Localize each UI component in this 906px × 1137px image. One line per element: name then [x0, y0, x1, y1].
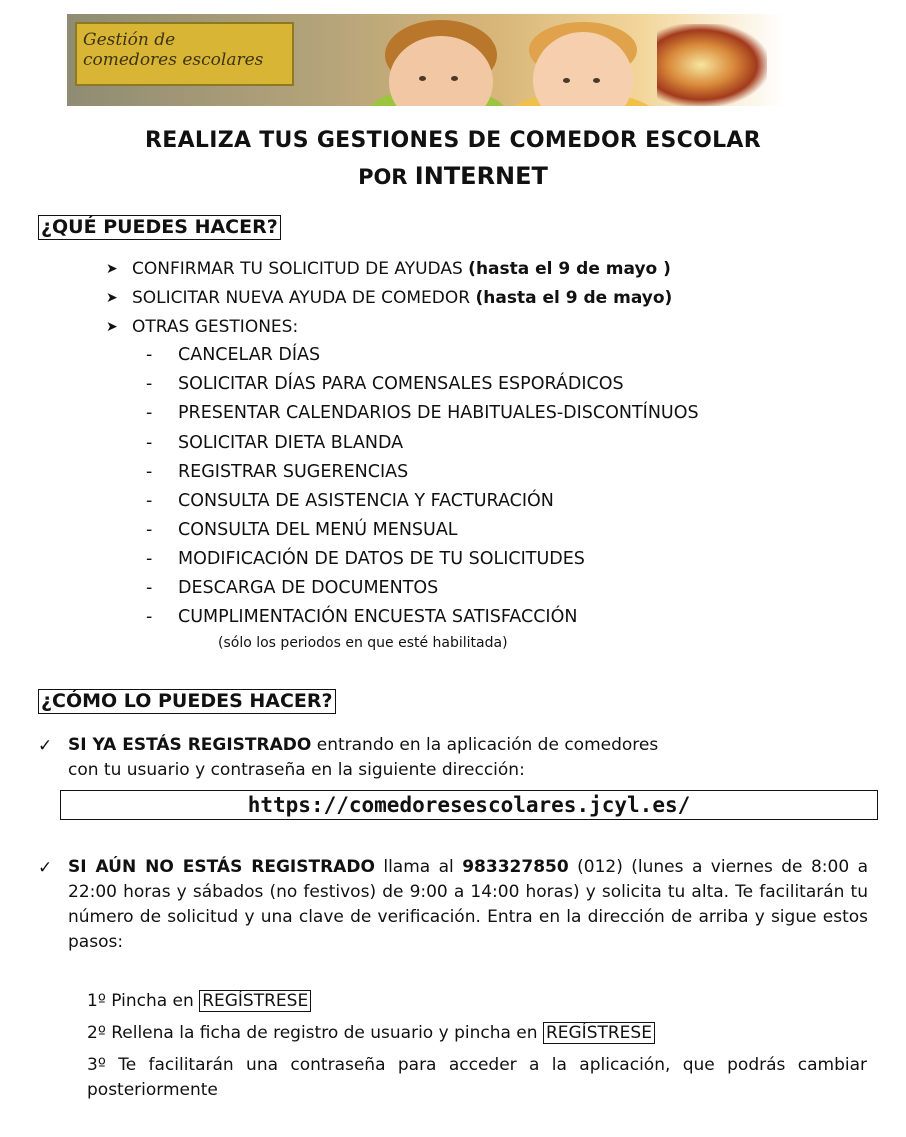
check-icon: ✓ — [38, 858, 53, 878]
section-title-what: ¿QUÉ PUEDES HACER? — [38, 215, 281, 240]
registered-paragraph: SI YA ESTÁS REGISTRADO entrando en la aplicación de comedores con tu usuario y contraseña en la siguiente dirección: — [68, 735, 659, 780]
sub-list-item: - DESCARGA DE DOCUMENTOS — [146, 578, 439, 598]
list-item — [106, 258, 671, 280]
headline-prefix: POR — [358, 165, 408, 189]
page-headline: REALIZA TUS GESTIONES DE COMEDOR ESCOLAR — [145, 128, 761, 153]
food-illustration — [657, 24, 767, 106]
list-item-deadline: (hasta el 9 de mayo) — [475, 288, 673, 308]
sub-list-item: - SOLICITAR DIETA BLANDA — [146, 433, 404, 453]
header-banner — [67, 14, 783, 106]
sub-list-item: - CUMPLIMENTACIÓN ENCUESTA SATISFACCIÓN — [146, 607, 578, 627]
sub-list-item: - CANCELAR DÍAS — [146, 345, 321, 365]
sub-list-item: - CONSULTA DEL MENÚ MENSUAL — [146, 520, 458, 540]
list-item — [106, 316, 299, 338]
arrow-bullet-icon: ➤ — [106, 261, 118, 277]
sub-list-item: - REGISTRAR SUGERENCIAS — [146, 462, 409, 482]
register-button[interactable]: REGÍSTRESE — [543, 1022, 655, 1044]
arrow-bullet-icon: ➤ — [106, 290, 118, 306]
sub-list-item-text: REGISTRAR SUGERENCIAS — [178, 462, 409, 482]
list-item-deadline: (hasta el 9 de mayo ) — [468, 259, 671, 279]
banner-label-box — [75, 22, 294, 86]
arrow-bullet-icon: ➤ — [106, 319, 118, 335]
sub-list-item: - SOLICITAR DÍAS PARA COMENSALES ESPORÁDICOS — [146, 374, 624, 394]
check-icon: ✓ — [38, 736, 53, 756]
sub-list-item-text: PRESENTAR CALENDARIOS DE HABITUALES-DISCONTÍNUOS — [178, 403, 699, 423]
unregistered-paragraph: SI AÚN NO ESTÁS REGISTRADO llama al 983327850 (012) (lunes a viernes de 8:00 a 22:00 horas y sábados (no festivos) de 9:00 a 14:00 horas) y solicita tu alta. Te facilitarán tu número de solicitud y una clave de verificación. Entra en la dirección de arriba y sigue estos pasos: — [68, 857, 868, 952]
list-item-text: OTRAS GESTIONES: — [132, 317, 299, 337]
step-2: 2º Rellena la ficha de registro de usuario y pincha en REGÍSTRESE — [87, 1021, 655, 1046]
sub-list-item-text: MODIFICACIÓN DE DATOS DE TU SOLICITUDES — [178, 549, 585, 569]
headline-main: INTERNET — [414, 162, 548, 190]
survey-note: (sólo los periodos en que esté habilitada) — [218, 635, 508, 651]
sub-list-item-text: DESCARGA DE DOCUMENTOS — [178, 578, 439, 598]
sub-list-item: - CONSULTA DE ASISTENCIA Y FACTURACIÓN — [146, 491, 554, 511]
section-title-how: ¿CÓMO LO PUEDES HACER? — [38, 689, 336, 714]
sub-list-item-text: CANCELAR DÍAS — [178, 345, 321, 365]
banner-title: Gestión de comedores escolares — [83, 30, 264, 70]
register-button[interactable]: REGÍSTRESE — [199, 990, 311, 1012]
list-item — [106, 287, 673, 309]
sub-list-item-text: CONSULTA DE ASISTENCIA Y FACTURACIÓN — [178, 491, 554, 511]
phone-number: 983327850 — [462, 857, 569, 877]
app-url-link[interactable]: https://comedoresescolares.jcyl.es/ — [60, 790, 878, 820]
sub-list-item: - MODIFICACIÓN DE DATOS DE TU SOLICITUDES — [146, 549, 585, 569]
sub-list-item-text: CUMPLIMENTACIÓN ENCUESTA SATISFACCIÓN — [178, 607, 578, 627]
step-3: 3º Te facilitarán una contraseña para acceder a la aplicación, que podrás cambiar posteriormente — [87, 1055, 867, 1100]
list-item-text: SOLICITAR NUEVA AYUDA DE COMEDOR — [132, 288, 471, 308]
list-item-text: CONFIRMAR TU SOLICITUD DE AYUDAS — [132, 259, 463, 279]
step-1: 1º Pincha en REGÍSTRESE — [87, 989, 311, 1014]
sub-list-item-text: SOLICITAR DÍAS PARA COMENSALES ESPORÁDICOS — [178, 374, 624, 394]
sub-list-item-text: SOLICITAR DIETA BLANDA — [178, 433, 404, 453]
sub-list-item: - PRESENTAR CALENDARIOS DE HABITUALES-DISCONTÍNUOS — [146, 403, 699, 423]
registered-heading: SI YA ESTÁS REGISTRADO — [68, 735, 312, 755]
unregistered-heading: SI AÚN NO ESTÁS REGISTRADO — [68, 857, 375, 877]
sub-list-item-text: CONSULTA DEL MENÚ MENSUAL — [178, 520, 458, 540]
page-headline-line2 — [0, 162, 906, 190]
